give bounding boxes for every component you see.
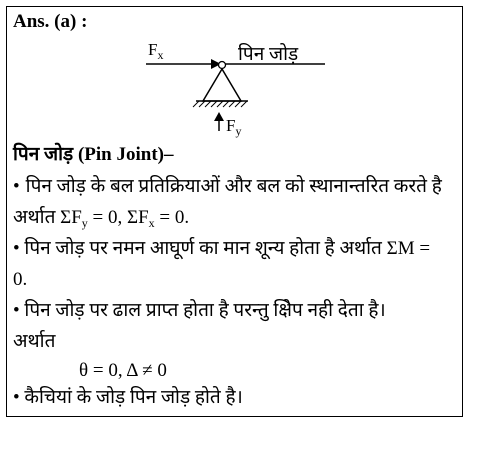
point4-line1: • कैचियां के जोड़ पिन जोड़ होते है। [13, 387, 243, 408]
force-arrow-y-head [214, 112, 224, 121]
answer-heading: Ans. (a) : [13, 11, 88, 32]
section-title: पिन जोड़ (Pin Joint)– [13, 144, 174, 165]
ground-hatch [193, 101, 247, 107]
point3-line2: अर्थात [13, 331, 56, 352]
joint-label: पिन जोड़ [238, 44, 299, 65]
point1-line1: • पिन जोड़ के बल प्रतिक्रियाओं और बल को स्थानान्तरित करते है [13, 176, 442, 197]
point3-line1: • पिन जोड़ पर ढाल प्राप्त होता है परन्तु क्षिेप नही देता है। [13, 300, 386, 321]
support-triangle [203, 69, 241, 101]
force-x-label: $F_x$ [148, 40, 164, 62]
point2-line2: 0. [13, 269, 28, 290]
equation: θ = 0, Δ ≠ 0 [79, 360, 167, 381]
point1-line2: अर्थात $\Sigma F_y = 0$, $\Sigma F_x = 0$. [13, 207, 190, 230]
point2-line1: • पिन जोड़ पर नमन आघूर्ण का मान शून्य होता है अर्थात ΣM = [13, 238, 431, 259]
pin-joint-diagram [0, 0, 501, 150]
pin-circle [219, 62, 226, 69]
force-y-label: $F_y$ [226, 116, 242, 138]
